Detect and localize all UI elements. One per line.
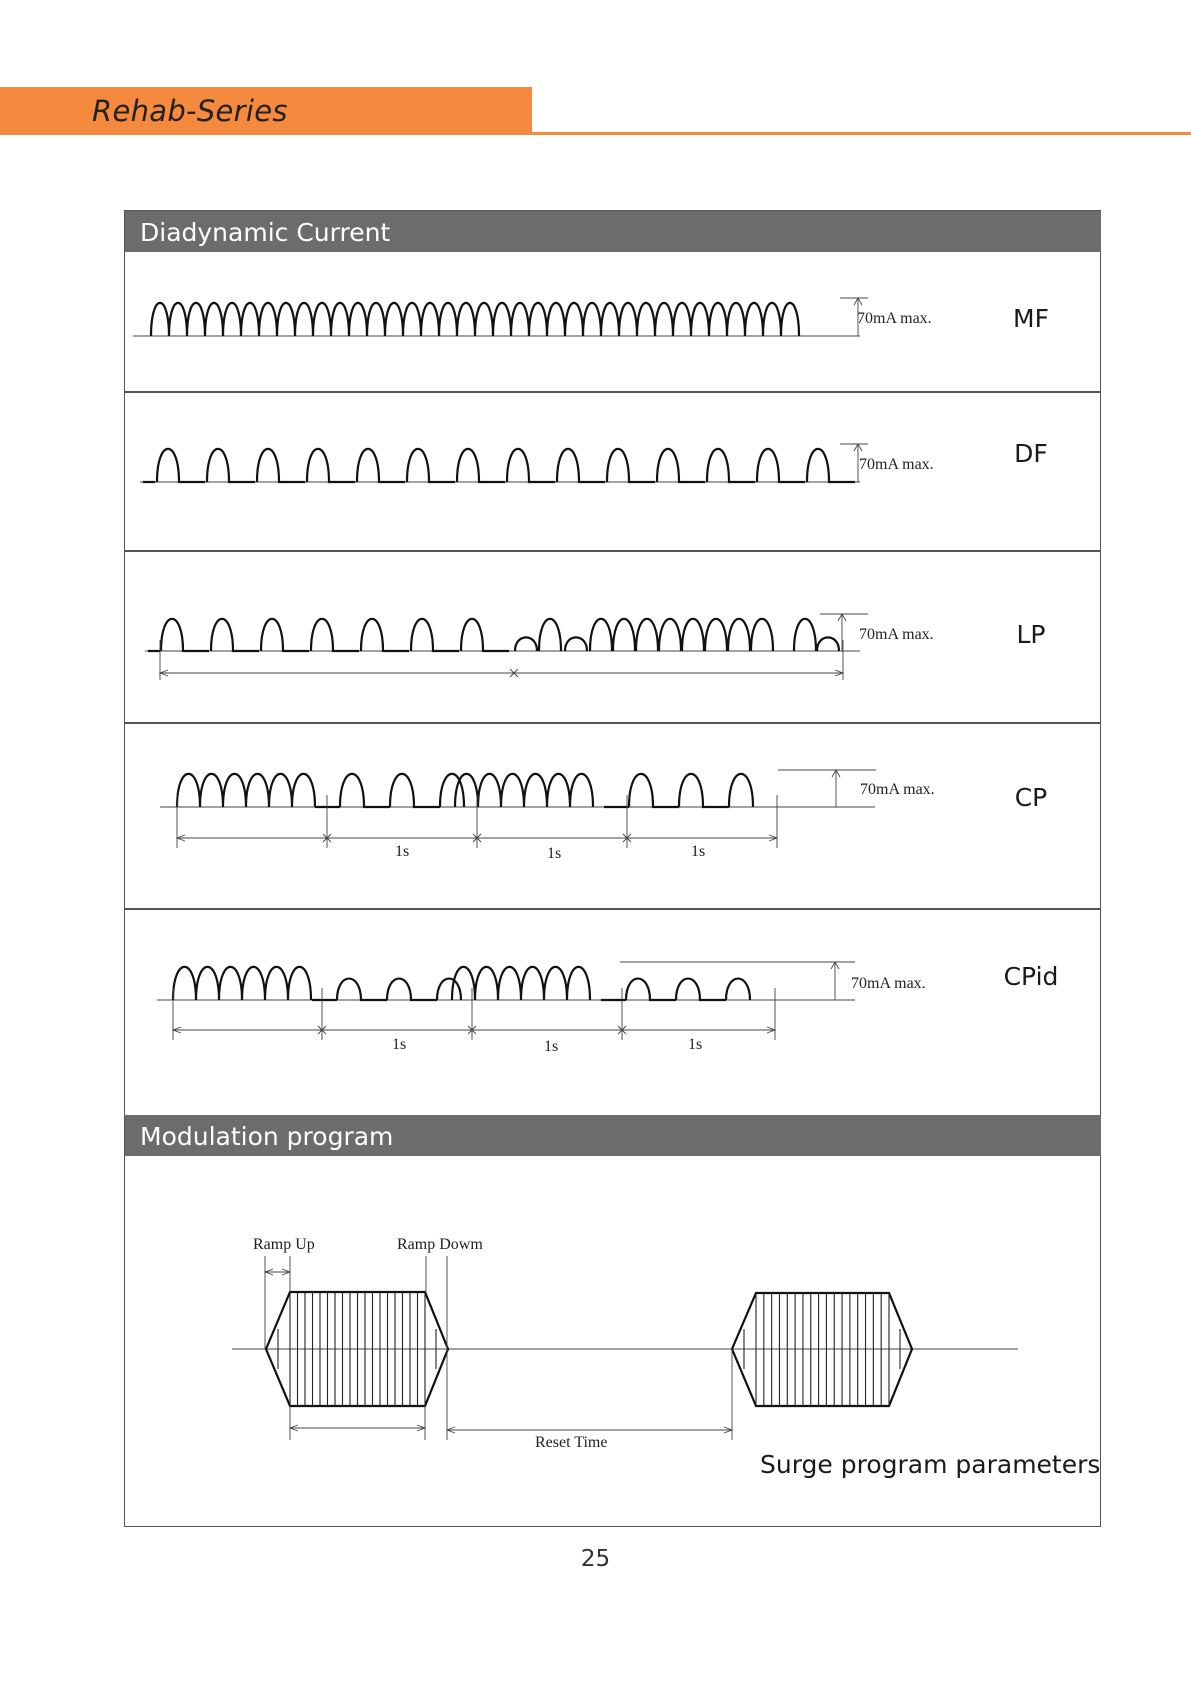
period-label: 1s bbox=[544, 1038, 559, 1055]
ramp-up-label: Ramp Up bbox=[253, 1236, 315, 1253]
period-label: 1s bbox=[688, 1036, 703, 1053]
reset-time-label: Reset Time bbox=[535, 1434, 608, 1451]
surge-caption: Surge program parameters bbox=[760, 1450, 1101, 1479]
period-label: 1s bbox=[392, 1036, 407, 1053]
section-header-diadynamic: Diadynamic Current bbox=[125, 211, 1101, 252]
waveform-label-lp: LP bbox=[1016, 620, 1046, 649]
document-title: Rehab-Series bbox=[92, 94, 288, 128]
max-current-label: 70mA max. bbox=[851, 975, 926, 992]
period-label: 1s bbox=[395, 843, 410, 860]
waveform-cp bbox=[160, 770, 876, 848]
df-pulse-train bbox=[143, 449, 855, 482]
surge-pulses bbox=[744, 1293, 900, 1406]
waveform-label-cp: CP bbox=[1014, 783, 1048, 812]
page-number: 25 bbox=[580, 1546, 611, 1572]
ramp-down-label: Ramp Dowm bbox=[397, 1236, 483, 1253]
waveform-label-df: DF bbox=[1014, 439, 1048, 468]
cp-pulse-train bbox=[177, 774, 753, 807]
surge-envelope bbox=[732, 1293, 912, 1406]
period-label: 1s bbox=[691, 843, 706, 860]
waveform-label-cpid: CPid bbox=[1003, 962, 1059, 991]
period-label: 1s bbox=[547, 845, 562, 862]
max-current-label: 70mA max. bbox=[857, 310, 932, 327]
lp-pulse-train bbox=[148, 619, 839, 651]
waveform-df bbox=[140, 444, 868, 482]
max-current-label: 70mA max. bbox=[859, 626, 934, 643]
cpid-pulse-train bbox=[173, 967, 750, 1000]
section-header-modulation: Modulation program bbox=[125, 1115, 1101, 1156]
waveform-lp bbox=[145, 614, 868, 680]
waveform-mf bbox=[133, 298, 868, 336]
waveform-label-mf: MF bbox=[1013, 304, 1049, 333]
max-current-label: 70mA max. bbox=[860, 781, 935, 798]
mf-pulse-train bbox=[151, 303, 799, 336]
waveform-cpid bbox=[157, 962, 855, 1040]
max-current-label: 70mA max. bbox=[859, 456, 934, 473]
modulation-diagram bbox=[232, 1256, 1018, 1440]
